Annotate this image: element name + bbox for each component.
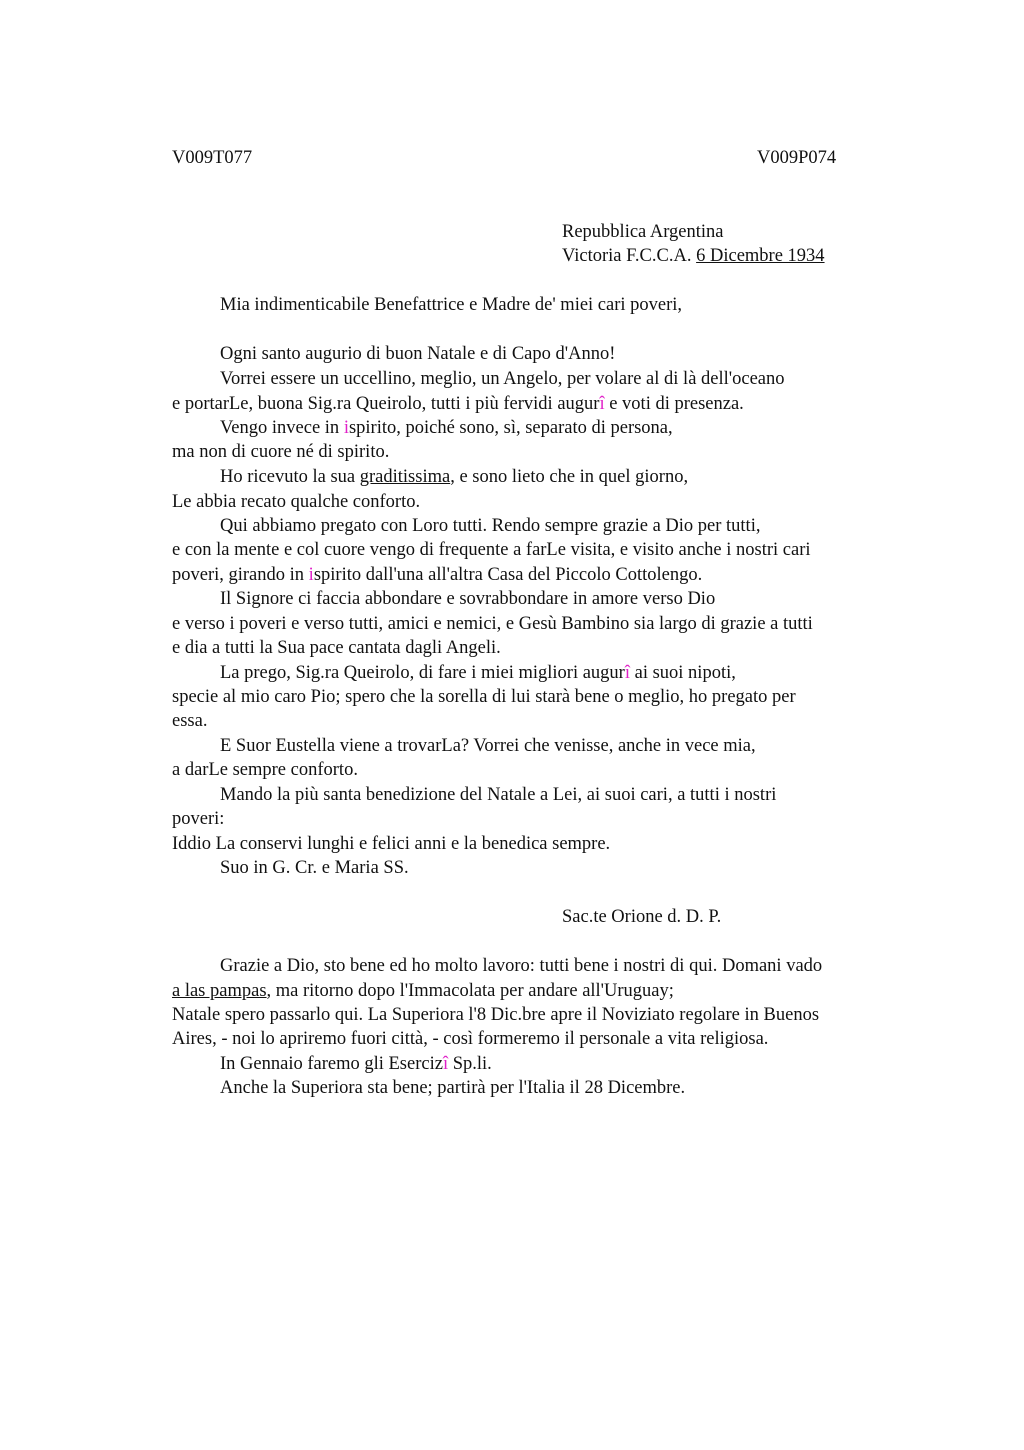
- body-line: Ogni santo augurio di buon Natale e di Capo d'Anno!: [220, 344, 616, 364]
- salutation: Mia indimenticabile Benefattrice e Madre de' miei cari poveri,: [220, 295, 683, 315]
- postscript-line: Natale spero passarlo qui. La Superiora l'8 Dic.bre apre il Noviziato regolare in Buenos: [172, 1005, 820, 1025]
- highlight-mark: i: [343, 418, 349, 438]
- postscript-line: Aires, - noi lo apriremo fuori città, - così formeremo il personale a vita religiosa.: [172, 1029, 769, 1049]
- body-line: Le abbia recato qualche conforto.: [172, 492, 421, 512]
- postscript-line: Anche la Superiora sta bene; partirà per l'Italia il 28 Dicembre.: [220, 1078, 686, 1098]
- highlight-mark: î: [442, 1054, 449, 1074]
- postscript-line: a las pampas, ma ritorno dopo l'Immacolata per andare all'Uruguay;: [172, 981, 674, 1001]
- body-line: Ho ricevuto la sua graditissima, e sono lieto che in quel giorno,: [220, 467, 689, 487]
- underlined-word: graditissima: [359, 467, 451, 487]
- place-date-line: Victoria F.C.C.A. 6 Dicembre 1934: [562, 246, 825, 266]
- underlined-phrase: a las pampas: [172, 981, 267, 1001]
- place-country: Repubblica Argentina: [562, 222, 724, 242]
- highlight-mark: î: [624, 663, 630, 683]
- body-line: Mando la più santa benedizione del Natale a Lei, ai suoi cari, a tutti i nostri: [220, 785, 777, 805]
- body-line: Iddio La conservi lunghi e felici anni e la benedica sempre.: [172, 834, 611, 854]
- letter-date: 6 Dicembre 1934: [696, 246, 825, 266]
- body-line: Il Signore ci faccia abbondare e sovrabbondare in amore verso Dio: [220, 589, 716, 609]
- body-line: poveri, girando in ispirito dall'una all'altra Casa del Piccolo Cottolengo.: [172, 565, 703, 585]
- header-left-code: V009T077: [172, 148, 253, 168]
- closing-line: Suo in G. Cr. e Maria SS.: [220, 858, 409, 878]
- body-line: ma non di cuore né di spirito.: [172, 442, 390, 462]
- highlight-mark: i: [308, 565, 314, 585]
- postscript-line: Grazie a Dio, sto bene ed ho molto lavoro: tutti bene i nostri di qui. Domani vado: [220, 956, 823, 976]
- body-line: e portarLe, buona Sig.ra Queirolo, tutti i più fervidi augurî e voti di presenza.: [172, 394, 744, 414]
- body-line: essa.: [172, 711, 208, 731]
- body-line: a darLe sempre conforto.: [172, 760, 358, 780]
- body-line: e verso i poveri e verso tutti, amici e nemici, e Gesù Bambino sia largo di grazie a tutti: [172, 614, 813, 634]
- postscript-line: In Gennaio faremo gli Esercizî Sp.li.: [220, 1054, 492, 1074]
- body-line: poveri:: [172, 809, 225, 829]
- signature: Sac.te Orione d. D. P.: [562, 907, 722, 927]
- body-line: e dia a tutti la Sua pace cantata dagli Angeli.: [172, 638, 501, 658]
- body-line: Vengo invece in ispirito, poiché sono, sì, separato di persona,: [220, 418, 673, 438]
- body-line: specie al mio caro Pio; spero che la sorella di lui starà bene o meglio, ho pregato per: [172, 687, 796, 707]
- body-line: Vorrei essere un uccellino, meglio, un Angelo, per volare al di là dell'oceano: [220, 369, 785, 389]
- body-line: e con la mente e col cuore vengo di frequente a farLe visita, e visito anche i nostri cari: [172, 540, 811, 560]
- header-right-code: V009P074: [757, 148, 837, 168]
- body-line: Qui abbiamo pregato con Loro tutti. Rendo sempre grazie a Dio per tutti,: [220, 516, 761, 536]
- body-line: La prego, Sig.ra Queirolo, di fare i miei migliori augurî ai suoi nipoti,: [220, 663, 736, 683]
- highlight-mark: î: [599, 394, 605, 414]
- body-line: E Suor Eustella viene a trovarLa? Vorrei che venisse, anche in vece mia,: [220, 736, 756, 756]
